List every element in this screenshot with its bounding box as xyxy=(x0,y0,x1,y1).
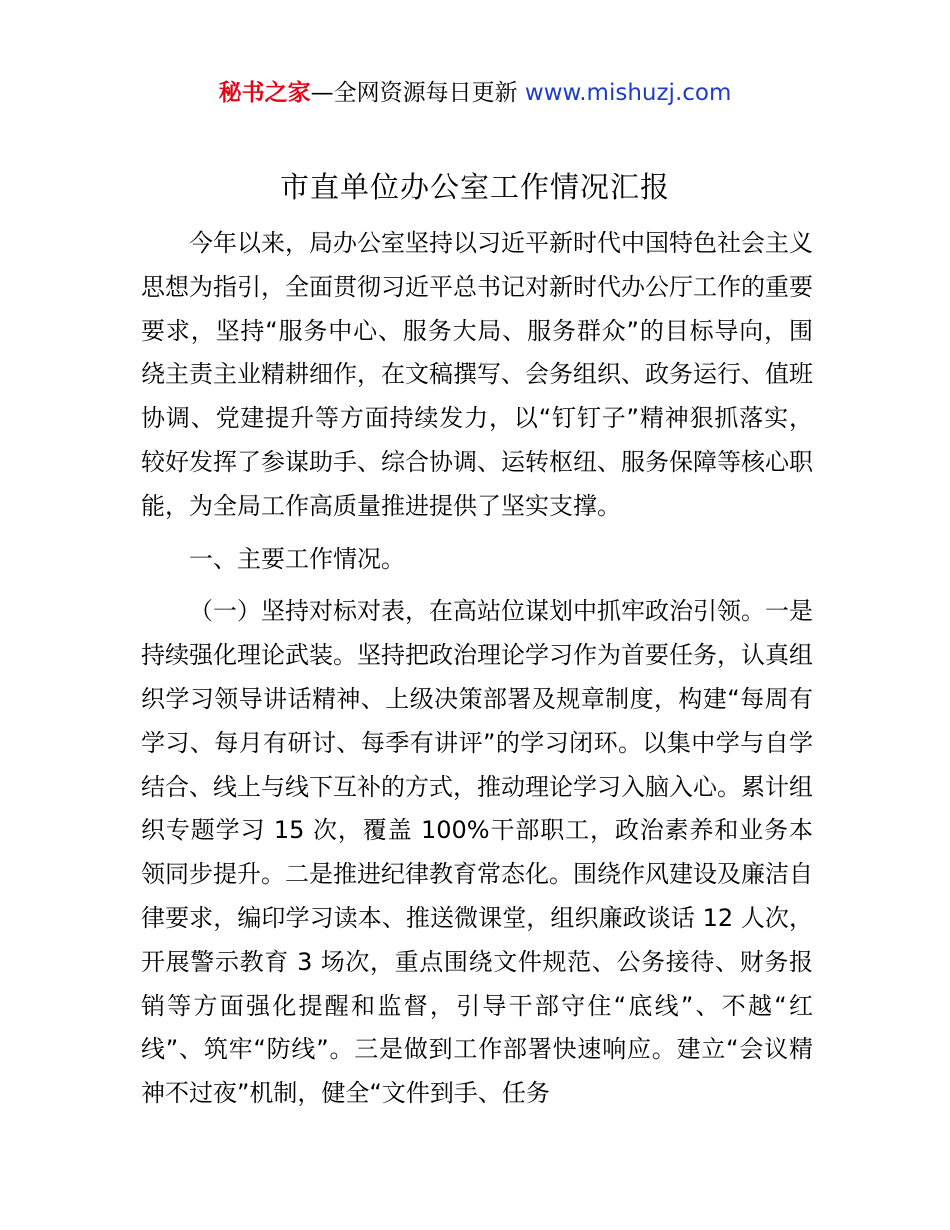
section-heading: 一、主要工作情况。 xyxy=(189,544,405,573)
document-body xyxy=(141,222,813,1116)
section-paragraph: （一）坚持对标对表，在高站位谋划中抓牢政治引领。一是持续强化理论武装。坚持把政治理论学习作为首要任务，认真组织学习领导讲话精神、上级决策部署及规章制度，构建“每周有学习、每月有研讨、每季有讲评”的学习闭环。以集中学与自学结合、线上与线下互补的方式，推动理论学习入脑入心。累计组织专题学习 15 次，覆盖 100%干部职工，政治素养和业务本领同步提升。二是推进纪律教育常态化。围绕作风建设及廉洁自律要求，编印学习读本、推送微课堂，组织廉政谈话 12 人次，开展警示教育 3 场次，重点围绕文件规范、公务接待、财务报销等方面强化提醒和监督，引导干部守住“底线”、不越“红线”、筑牢“防线”。三是做到工作部署快速响应。建立“会议精神不过夜”机制，健全“文件到手、任务 xyxy=(141,597,813,1108)
brand-name: 秘书之家 xyxy=(218,80,311,106)
site-url-link[interactable]: www.mishuzj.com xyxy=(524,80,732,106)
header-tagline: —全网资源每日更新 xyxy=(310,80,525,106)
intro-paragraph: 今年以来，局办公室坚持以习近平新时代中国特色社会主义思想为指引，全面贯彻习近平总书记对新时代办公厅工作的重要要求，坚持“服务中心、服务大局、服务群众”的目标导向，围绕主责主业精耕细作，在文稿撰写、会务组织、政务运行、值班协调、党建提升等方面持续发力，以“钉钉子”精神狠抓落实，较好发挥了参谋助手、综合协调、运转枢纽、服务保障等核心职能，为全局工作高质量推进提供了坚实支撑。 xyxy=(141,229,813,520)
site-header xyxy=(0,76,950,110)
document-title: 市直单位办公室工作情况汇报 xyxy=(279,170,670,204)
